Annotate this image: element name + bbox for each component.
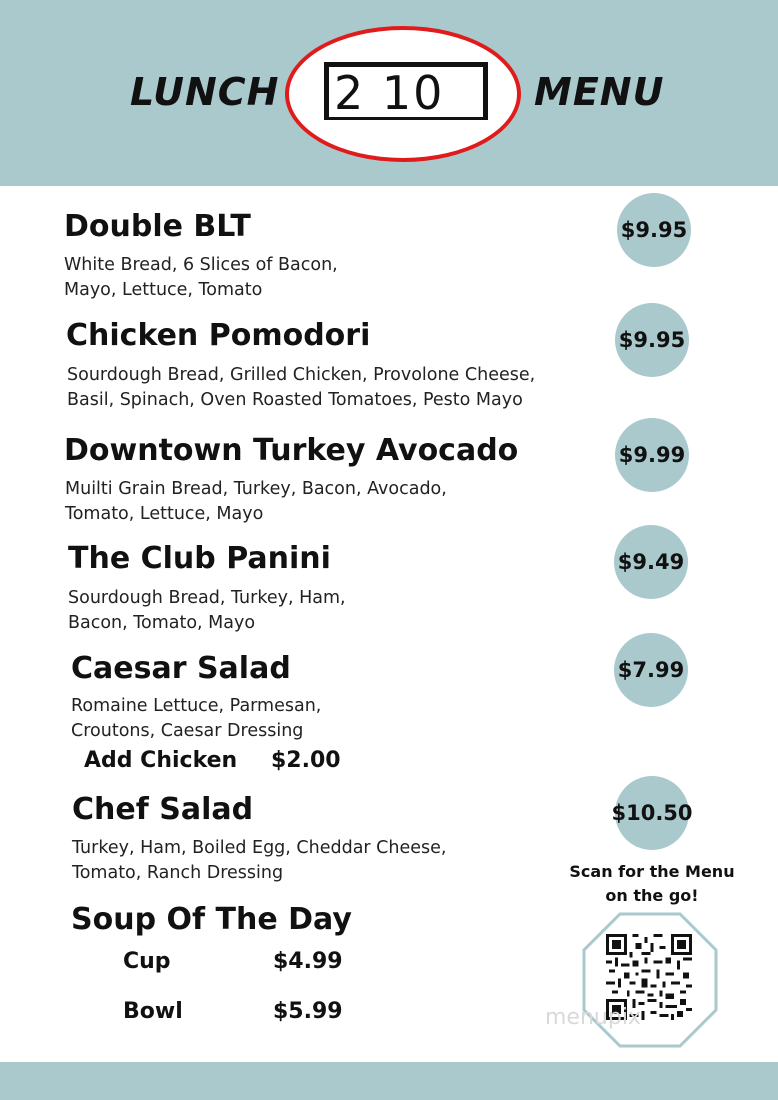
price-badge: $7.99: [614, 633, 688, 707]
item-title-caesar-salad: Caesar Salad: [71, 651, 291, 686]
item-desc-line1: Turkey, Ham, Boiled Egg, Cheddar Cheese,: [72, 838, 447, 858]
item-desc-line2: Tomato, Lettuce, Mayo: [65, 504, 264, 524]
item-desc-line1: Sourdough Bread, Grilled Chicken, Provolone Cheese,: [67, 365, 536, 385]
addon-label: Add Chicken: [84, 748, 238, 773]
logo-number: 2 10: [334, 66, 445, 120]
item-title-downtown-turkey-avocado: Downtown Turkey Avocado: [64, 433, 519, 468]
item-desc-line1: Muilti Grain Bread, Turkey, Bacon, Avocado,: [65, 479, 447, 499]
footer-band: [0, 1062, 778, 1100]
soup-cup-price: $4.99: [273, 949, 343, 974]
watermark-text: menupix: [545, 1005, 641, 1030]
price-badge: $10.50: [615, 776, 689, 850]
scan-line1: Scan for the Menu: [569, 862, 735, 881]
header-lunch-word: LUNCH: [130, 70, 280, 114]
price-badge: $9.95: [615, 303, 689, 377]
price-badge: $9.99: [615, 418, 689, 492]
item-desc-line1: White Bread, 6 Slices of Bacon,: [64, 255, 338, 275]
soup-title: Soup Of The Day: [71, 902, 352, 937]
scan-caption: [562, 860, 742, 908]
item-title-chef-salad: Chef Salad: [72, 792, 254, 827]
soup-bowl-label: Bowl: [123, 999, 183, 1024]
scan-line2: on the go!: [605, 886, 699, 905]
item-desc-line2: Tomato, Ranch Dressing: [72, 863, 284, 883]
addon-price: $2.00: [271, 748, 341, 773]
soup-bowl-price: $5.99: [273, 999, 343, 1024]
item-title-club-panini: The Club Panini: [68, 541, 331, 576]
item-desc-line2: Mayo, Lettuce, Tomato: [64, 280, 263, 300]
item-desc-line1: Sourdough Bread, Turkey, Ham,: [68, 588, 346, 608]
item-desc-line2: Basil, Spinach, Oven Roasted Tomatoes, Pesto Mayo: [67, 390, 523, 410]
header-menu-word: MENU: [534, 70, 665, 114]
item-desc-line1: Romaine Lettuce, Parmesan,: [71, 696, 322, 716]
soup-cup-label: Cup: [123, 949, 171, 974]
item-title-chicken-pomodori: Chicken Pomodori: [66, 318, 371, 353]
price-badge: $9.49: [614, 525, 688, 599]
price-badge: $9.95: [617, 193, 691, 267]
item-desc-line2: Bacon, Tomato, Mayo: [68, 613, 256, 633]
item-desc-line2: Croutons, Caesar Dressing: [71, 721, 304, 741]
item-title-double-blt: Double BLT: [64, 209, 251, 244]
